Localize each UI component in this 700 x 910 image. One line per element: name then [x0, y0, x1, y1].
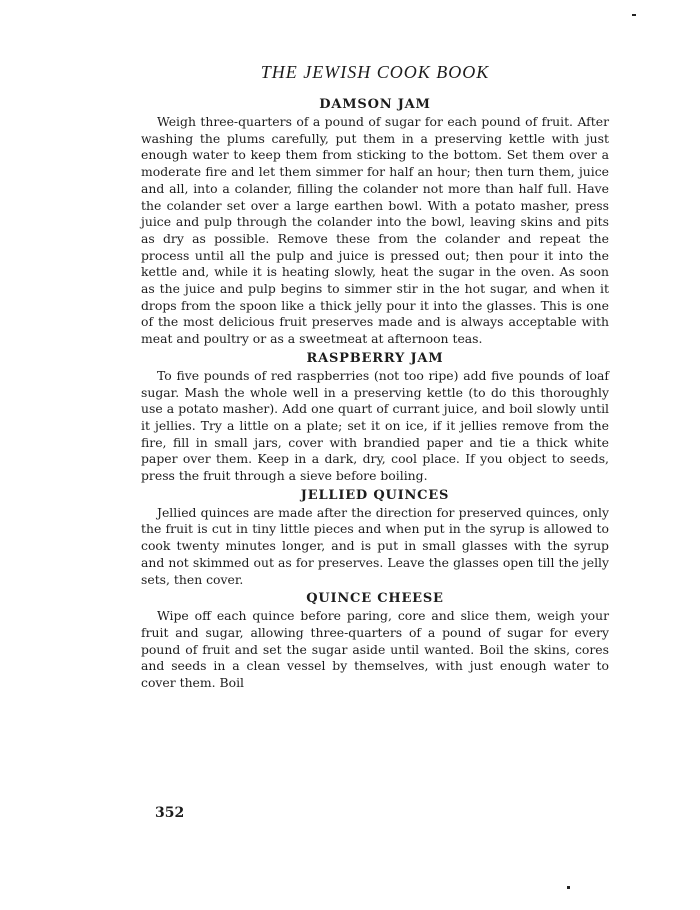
recipe-body: Weigh three-quarters of a pound of sugar for each pound of fruit. After washing the plums carefully, put them in a preserving kettle with just enough water to keep them from sticking to the bottom. Set them over a moderate fire and let them simmer for half an hour; then turn them, juice and all, into a colander, filling the colander not more than half full. Have the colander set over a large earthen bowl. With a potato masher, press juice and pulp through the colander into the bowl, leaving skins and pits as dry as possible. Remove these from the colander and repeat the process until all the pulp and juice is pressed out; then pour it into the kettle and, while it is heating slowly, heat the sugar in the oven. As soon as the juice and pulp begins to simmer stir in the hot sugar, and when it drops from the spoon like a thick jelly pour it into the glasses. This is one of the most delicious fruit preserves made and is always acceptable with meat and poultry or as a sweetmeat at afternoon teas. [141, 114, 609, 347]
page-number: 352 [155, 805, 185, 821]
scan-speck [632, 14, 636, 16]
recipe-body: To five pounds of red raspberries (not too ripe) add five pounds of loaf sugar. Mash the whole well in a preserving kettle (to do this thoroughly use a potato masher). Add one quart of currant juice, and boil slowly until it jellies. Try a little on a plate; set it on ice, if it jellies remove from the fire, fill in small jars, cover with brandied paper and tie a thick white paper over them. Keep in a dark, dry, cool place. If you object to seeds, press the fruit through a sieve before boiling. [141, 367, 609, 484]
recipe-jellied-quinces [141, 488, 609, 589]
scan-speck [567, 886, 570, 889]
recipe-title: DAMSON JAM [319, 97, 431, 112]
recipe-title: JELLIED QUINCES [300, 487, 450, 503]
recipe-quince-cheese [141, 591, 609, 692]
recipe-title: RASPBERRY JAM [306, 350, 444, 366]
recipe-body: Wipe off each quince before paring, core and slice them, weigh your fruit and sugar, allowing three-quarters of a pound of sugar for every pound of fruit and set the sugar aside until wanted. Boil the skins, cores and seeds in a clean vessel by themselves, with just enough water to cover them. Boil [141, 608, 609, 691]
recipe-title: QUINCE CHEESE [306, 591, 444, 607]
recipe-raspberry-jam [141, 351, 609, 485]
recipe-body: Jellied quinces are made after the direction for preserved quinces, only the fruit is cut in tiny little pieces and when put in the syrup is allowed to cook twenty minutes longer, and is put in small glasses with the syrup and not skimmed out as for preserves. Leave the glasses open till the jelly sets, then cover. [141, 504, 609, 587]
running-head: THE JEWISH COOK BOOK [260, 62, 490, 82]
recipe-damson-jam [141, 97, 609, 348]
page-content [141, 62, 609, 694]
